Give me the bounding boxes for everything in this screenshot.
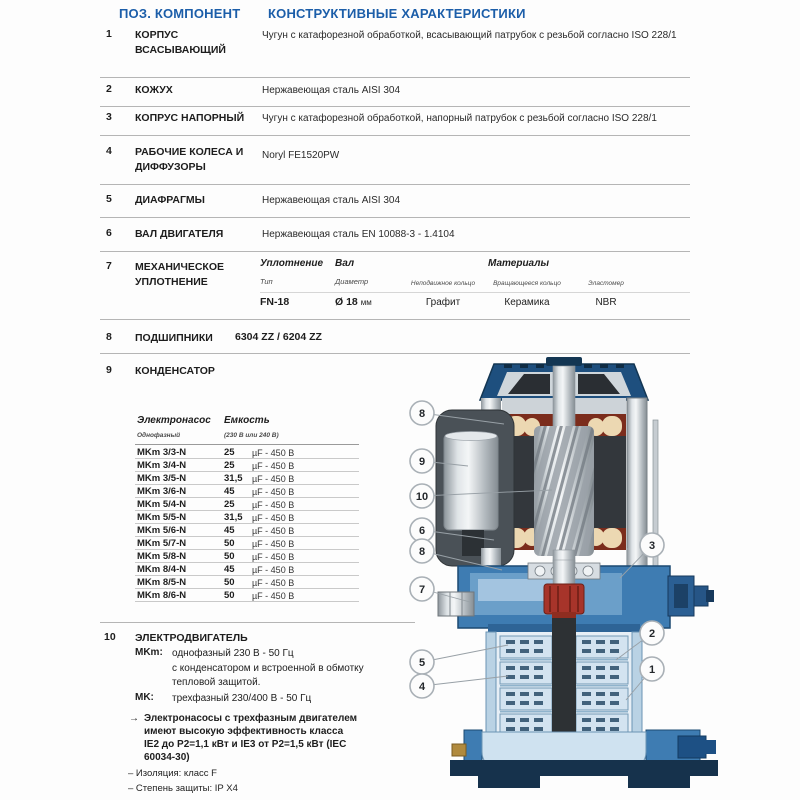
component-name: КОРПУС ВСАСЫВАЮЩИЙ [135,29,226,56]
column-header-position-component: ПОЗ. КОМПОНЕНТ [119,6,241,21]
motor-mk-label: MK: [135,692,154,703]
component-name: МЕХАНИЧЕСКОЕ УПЛОТНЕНИЕ [135,261,225,288]
callout-number: 9 [418,456,426,468]
capacitor-sub-pump: Однофазный [137,432,181,439]
capacitance-unit: µF - 450 В [252,486,295,497]
material-value: NBR [595,297,617,308]
shaft-sub: Диаметр [335,277,369,286]
pump-model: MKm 3/6-N [137,486,187,497]
base [450,760,718,788]
row-number: 9 [106,364,112,376]
component-name: ДИАФРАГМЫ [135,194,205,206]
callout-number: 8 [418,546,426,558]
material-col-sub: Эластомер [588,280,624,287]
capacitance-value: 50 [224,538,235,549]
suction-port [678,736,706,758]
priming-plug [438,592,474,616]
component-name: ЭЛЕКТРОДВИГАТЕЛЬ [135,632,248,644]
material-value: Графит [425,297,461,308]
bearings-value: 6304 ZZ / 6204 ZZ [235,331,322,343]
row-number: 6 [106,227,112,239]
callout-number: 4 [418,681,426,693]
callout-number: 10 [415,491,429,503]
capacitance-unit: µF - 450 В [252,447,295,458]
materials-title: Материалы [488,258,549,269]
component-desc: Чугун с катафорезной обработкой, напорный патрубок с резьбой согласно ISO 228/1 [262,113,657,124]
shaft-diameter: Ø 18 [335,296,358,308]
pump-model: MKm 3/3-N [137,447,187,458]
pump-model: MKm 5/7-N [137,538,187,549]
callout-number: 6 [418,525,426,537]
capacitance-value: 45 [224,525,235,536]
component-name: КОНДЕНСАТОР [135,365,215,377]
capacitance-value: 45 [224,564,235,575]
capacitor-col-capacity: Емкость [224,415,270,426]
pump-model: MKm 8/4-N [137,564,187,575]
capacitance-value: 31,5 [224,512,243,523]
note-arrow-icon: → [129,713,139,724]
outer-sleeve-right [632,632,642,736]
component-name: КОЖУХ [135,84,173,96]
capacitance-unit: µF - 450 В [252,538,295,549]
callout-number: 5 [418,657,426,669]
column-header-characteristics: КОНСТРУКТИВНЫЕ ХАРАКТЕРИСТИКИ [268,6,526,21]
component-name: ВАЛ ДВИГАТЕЛЯ [135,228,224,240]
pump-model: MKm 3/4-N [137,460,187,471]
material-value: Керамика [504,297,550,308]
capacitor-col-pump: Электронасос [137,415,211,426]
pump-model: MKm 3/5-N [137,473,187,484]
capacitance-value: 50 [224,577,235,588]
row-number: 3 [106,111,112,123]
pump-model: MKm 5/4-N [137,499,187,510]
capacitance-unit: µF - 450 В [252,460,295,471]
capacitor-assembly [436,410,514,566]
component-desc: Чугун с катафорезной обработкой, всасывающий патрубок с резьбой согласно ISO 228/1 [262,30,677,41]
capacitance-value: 50 [224,590,235,601]
pump-model: MKm 8/6-N [137,590,187,601]
material-col-sub: Вращающееся кольцо [493,280,561,287]
capacitance-value: 45 [224,486,235,497]
component-name: КОПРУС НАПОРНЫЙ [135,112,245,124]
efficiency-note: Электронасосы с трехфазным двигателем имеют высокую эффективность класса IE2 до P2=1,1 кВт и IE3 от P2=1,5 кВт (IEC 60034-30) [144,713,358,763]
capacitance-value: 50 [224,551,235,562]
callout-number: 8 [418,408,426,420]
seal-type-title: Уплотнение [260,258,324,269]
callout-number: 3 [648,540,656,552]
callout-number: 7 [418,584,426,596]
component-desc: Нержавеющая сталь EN 10088-3 - 1.4104 [262,229,455,240]
row-number: 5 [106,193,112,205]
motor-shaft-top [553,366,575,430]
material-col-sub: Неподвижное кольцо [410,280,476,287]
capacitance-unit: µF - 450 В [252,577,295,588]
component-desc: Noryl FE1520PW [262,150,340,161]
pump-model: MKm 5/6-N [137,525,187,536]
motor-mkm-label: MKm: [135,647,163,658]
pump-model: MKm 5/5-N [137,512,187,523]
capacitance-value: 25 [224,447,235,458]
component-desc: Нержавеющая сталь AISI 304 [262,195,401,206]
capacitance-value: 25 [224,460,235,471]
capacitance-value: 31,5 [224,473,243,484]
capacitor-cylinder [444,434,498,530]
pump-model: MKm 5/8-N [137,551,187,562]
seal-type-sub: Тип [260,277,273,286]
row-number: 10 [104,631,116,643]
capacitance-unit: µF - 450 В [252,590,295,601]
row-number: 2 [106,83,112,95]
capacitance-unit: µF - 450 В [252,564,295,575]
capacitance-unit: µF - 450 В [252,512,295,523]
capacitance-unit: µF - 450 В [252,473,295,484]
row-number: 8 [106,331,112,343]
shaft-diameter-unit: мм [360,298,372,307]
suction-body [450,730,718,788]
shaft-title: Вал [335,258,355,269]
row-number: 7 [106,260,112,272]
capacitance-unit: µF - 450 В [252,525,295,536]
capacitor-sub-capacity: (230 В или 240 В) [224,432,279,439]
pump-model: MKm 8/5-N [137,577,187,588]
component-desc: Нержавеющая сталь AISI 304 [262,85,401,96]
capacitance-unit: µF - 450 В [252,499,295,510]
motor-mk-text: трехфазный 230/400 В - 50 Гц [172,693,312,704]
row-number: 1 [106,28,112,40]
capacitance-unit: µF - 450 В [252,551,295,562]
capacitance-value: 25 [224,499,235,510]
seal-type-value: FN-18 [260,296,290,308]
insulation-note: – Изоляция: класс F [128,768,217,779]
component-name: ПОДШИПНИКИ [135,332,213,344]
row-number: 4 [106,145,112,157]
drain-plug [452,744,466,756]
pump-shaft [552,618,576,740]
protection-note: – Степень защиты: IP X4 [128,783,238,794]
callout-number: 1 [648,664,656,676]
callout-number: 2 [648,628,656,640]
component-name: РАБОЧИЕ КОЛЕСА И ДИФФУЗОРЫ [135,146,244,173]
motor-mkm-text: однофазный 230 В - 50 Гц с конденсатором и встроенной в обмотку тепловой защитой. [172,648,364,688]
